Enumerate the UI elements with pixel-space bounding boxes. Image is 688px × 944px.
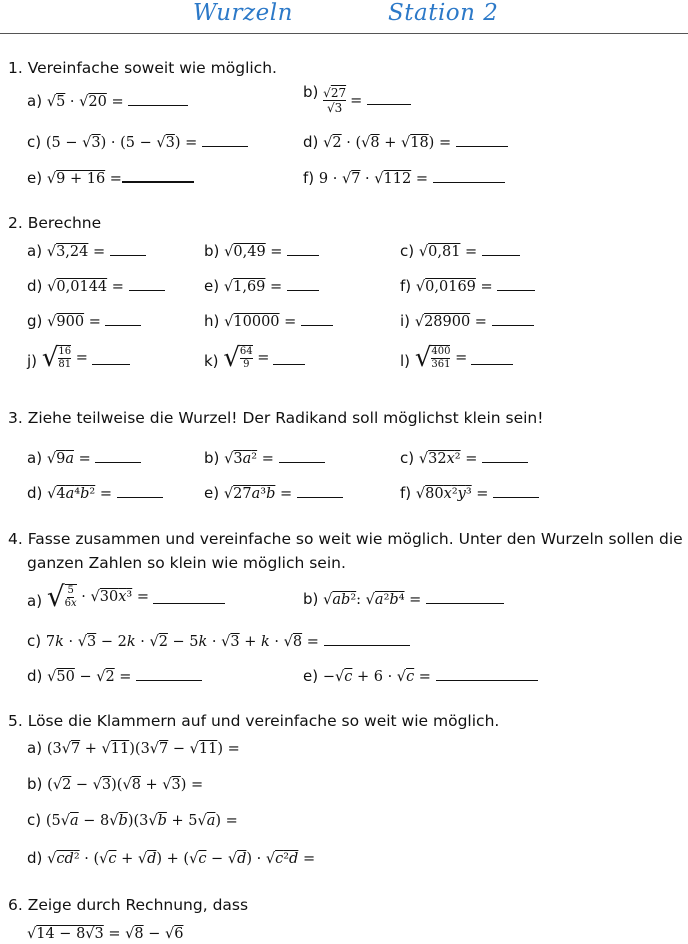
task-label: d) — [27, 849, 43, 867]
task-expression: √50 − √2 = — [47, 669, 202, 685]
task-expression: √4a⁴b² = — [47, 486, 162, 502]
task-expression: √80x²y³ = — [416, 486, 539, 502]
task-label: d) — [27, 484, 43, 502]
task-1d — [303, 133, 508, 151]
task-expression: (5√a − 8√b)(3√b + 5√a) = — [45, 813, 238, 829]
section-3-heading: 3. Ziehe teilweise die Wurzel! Der Radikand soll möglichst klein sein! — [8, 409, 544, 427]
task-expression: √32x² = — [419, 451, 528, 467]
task-2l — [400, 345, 513, 371]
task-expression: √0,49 = — [224, 244, 319, 260]
task-expression: √cd² · (√c + √d) + (√c − √d) · √c²d = — [47, 851, 316, 867]
task-expression: √28900 = — [415, 314, 534, 330]
task-2d — [27, 277, 165, 295]
task-expression: √9a = — [47, 451, 142, 467]
section-4-heading-cont: ganzen Zahlen so klein wie möglich sein. — [27, 554, 346, 572]
task-1b — [303, 83, 411, 115]
task-expression: √ 400 361 = — [415, 345, 513, 371]
task-5d — [27, 849, 315, 867]
task-1e — [27, 169, 194, 187]
task-expression: √3,24 = — [47, 244, 146, 260]
task-3c — [400, 449, 528, 467]
task-expression: √5 · √20 = — [47, 94, 188, 110]
task-expression: √900 = — [47, 314, 141, 330]
task-2i — [400, 312, 534, 330]
worksheet-header — [0, 0, 688, 34]
task-expression: √0,0169 = — [416, 279, 535, 295]
task-label: a) — [27, 242, 43, 260]
task-3f — [400, 484, 539, 502]
task-expression: 9 · √7 · √112 = — [319, 171, 505, 187]
task-expression: √0,0144 = — [47, 279, 164, 295]
task-label: c) — [27, 811, 42, 829]
task-expression: √ 5 6x · √ 30x³ = — [47, 583, 225, 611]
task-expression: √10000 = — [224, 314, 333, 330]
task-label: l) — [400, 352, 411, 370]
task-label: a) — [27, 739, 43, 757]
task-3b — [204, 449, 325, 467]
task-label: e) — [204, 277, 220, 295]
task-label: a) — [27, 449, 43, 467]
task-5c — [27, 811, 238, 829]
task-expression: √3a² = — [224, 451, 324, 467]
section-6-heading: 6. Zeige durch Rechnung, dass — [8, 896, 249, 914]
task-label: f) — [400, 277, 412, 295]
task-4d — [27, 667, 202, 685]
task-label: d) — [27, 277, 43, 295]
task-6 — [27, 924, 183, 942]
section-2-heading: 2. Berechne — [8, 214, 102, 232]
task-2b — [204, 242, 319, 260]
task-label: b) — [204, 242, 220, 260]
station-title: Station 2 — [388, 0, 499, 26]
task-2e — [204, 277, 319, 295]
task-4c — [27, 632, 410, 650]
task-label: a) — [27, 92, 43, 110]
task-label: j) — [27, 352, 38, 370]
task-label: e) — [303, 667, 319, 685]
section-4-heading: 4. Fasse zusammen und vereinfache so weit wie möglich. Unter den Wurzeln sollen die — [8, 530, 683, 548]
task-label: c) — [400, 449, 415, 467]
task-expression: √27a³b = — [224, 486, 343, 502]
task-3e — [204, 484, 343, 502]
task-1f — [303, 169, 505, 187]
task-label: b) — [204, 449, 220, 467]
section-5-heading: 5. Löse die Klammern auf und vereinfache so weit wie möglich. — [8, 712, 500, 730]
task-expression: (3√7 + √11)(3√7 − √11) = — [46, 741, 240, 757]
task-label: c) — [27, 133, 42, 151]
task-label: i) — [400, 312, 411, 330]
task-5a — [27, 739, 240, 757]
task-expression: √ 16 81 = — [42, 345, 130, 371]
task-label: c) — [27, 632, 42, 650]
task-expression: √0,81 = — [419, 244, 520, 260]
task-2k — [204, 345, 305, 371]
task-4e — [303, 667, 538, 685]
task-label: h) — [204, 312, 220, 330]
task-1c — [27, 133, 248, 151]
task-2h — [204, 312, 333, 330]
task-label: e) — [27, 169, 43, 187]
task-label: g) — [27, 312, 43, 330]
task-expression: √ab²: √a²b⁴ = — [323, 592, 504, 608]
task-2j — [27, 345, 130, 371]
task-expression: √ 64 9 = — [223, 345, 305, 371]
task-3a — [27, 449, 141, 467]
task-expression: √1,69 = — [224, 279, 319, 295]
task-label: d) — [303, 133, 319, 151]
task-label: k) — [204, 352, 219, 370]
section-1-heading: 1. Vereinfache soweit wie möglich. — [8, 59, 277, 77]
task-4a — [27, 580, 225, 613]
task-expression: √9 + 16 = — [47, 171, 194, 187]
task-label: e) — [204, 484, 220, 502]
task-2g — [27, 312, 141, 330]
task-1a — [27, 92, 188, 110]
task-label: b) — [303, 590, 319, 608]
task-expression: √14 − 8√3 = √8 − √6 — [27, 926, 184, 942]
task-3d — [27, 484, 163, 502]
task-2c — [400, 242, 520, 260]
task-expression: (√2 − √3)(√8 + √3) = — [47, 777, 204, 793]
task-label: f) — [303, 169, 315, 187]
task-2f — [400, 277, 535, 295]
task-label: d) — [27, 667, 43, 685]
task-label: f) — [400, 484, 412, 502]
worksheet-title: Wurzeln — [193, 0, 293, 26]
task-4b — [303, 590, 504, 608]
task-expression: 7k · √3 − 2k · √2 − 5k · √3 + k · √8 = — [46, 634, 410, 650]
task-expression: √2 · (√8 + √18) = — [323, 135, 508, 151]
task-label: c) — [400, 242, 415, 260]
task-2a — [27, 242, 146, 260]
task-expression: $\frac{√27}{√3}$ = — [323, 86, 411, 115]
task-expression: (5 − √3) · (5 − √3) = — [46, 135, 248, 151]
task-expression: −√c + 6 · √c = — [323, 669, 538, 685]
task-label: b) — [303, 83, 319, 101]
task-5b — [27, 775, 203, 793]
task-label: b) — [27, 775, 43, 793]
task-label: a) — [27, 592, 43, 610]
